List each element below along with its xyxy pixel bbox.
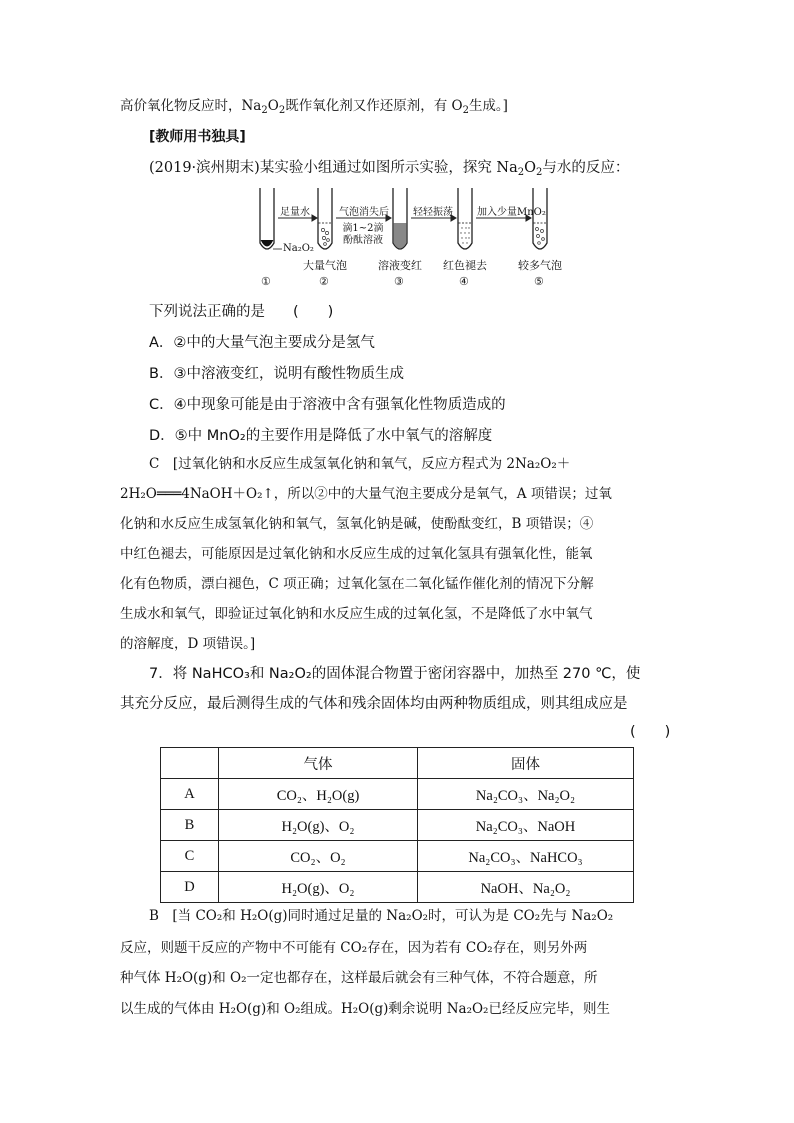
solid-cell: Na₂CO₃、NaHCO₃ (418, 841, 634, 872)
option-c: C．④中现象可能是由于溶液中含有强氧化性物质造成的 (149, 397, 506, 413)
solid-cell: Na₂CO₃、Na₂O₂ (418, 779, 634, 810)
q7-answer-line-1: B [当 CO₂和 H₂O(g)同时通过足量的 Na₂O₂时，可认为是 CO₂先与 Na₂O₂ (149, 908, 614, 924)
continued-explanation-line: 高价氧化物反应时，$Na_2O_2$既作氧化剂又作还原剂，有 $O_2$生成。] (120, 98, 508, 116)
question7-bracket: ( ) (630, 724, 671, 740)
gas-cell: CO₂、H₂O(g) (219, 779, 418, 810)
gas-cell: H₂O(g)、O₂ (219, 872, 418, 903)
row-label: C (161, 841, 219, 872)
q6-answer-line-7: 的溶解度，D 项错误。] (120, 636, 256, 652)
option-a: A．②中的大量气泡主要成分是氢气 (149, 335, 375, 351)
q7-answer-line-2: 反应，则题干反应的产物中不可能有 CO₂存在，因为若有 CO₂存在，则另外两 (120, 940, 588, 956)
arrow-label-shake: 轻轻振荡 (413, 207, 453, 218)
table-row (161, 872, 634, 903)
test-tubes-diagram (240, 183, 670, 293)
tube-number-4: ④ (459, 275, 469, 288)
row-label: A (161, 779, 219, 810)
solid-cell: Na₂CO₃、NaOH (418, 810, 634, 841)
question7-stem-line-1: 7．将 NaHCO₃和 Na₂O₂的固体混合物置于密闭容器中，加热至 270 ℃，使 (149, 666, 641, 682)
q7-answer-line-3: 种气体 H₂O(g)和 O₂一定也都存在，这样最后就会有三种气体，不符合题意，所 (120, 970, 598, 986)
teacher-tag: [教师用书独具] (149, 129, 246, 145)
q6-answer-line-2: 2H₂O═══4NaOH＋O₂↑，所以②中的大量气泡主要成分是氧气，A 项错误；过氧 (120, 486, 612, 502)
tube-caption-2: 大量气泡 (303, 259, 347, 272)
q6-answer-line-4: 中红色褪去，可能原因是过氧化钠和水反应生成的过氧化氢具有强氧化性，能氧 (120, 546, 593, 562)
table-header-row (161, 748, 634, 779)
test-tube-2 (318, 188, 332, 249)
q6-answer-line-6: 生成水和氧气，即验证过氧化钠和水反应生成的过氧化氢，不是降低了水中氧气 (120, 606, 593, 622)
tube-number-2: ② (319, 275, 329, 288)
solid-cell: NaOH、Na₂O₂ (418, 872, 634, 903)
test-tube-5 (533, 188, 547, 249)
arrow-label-mno2: 加入少量MnO₂ (477, 207, 546, 218)
tube-number-1: ① (261, 275, 271, 288)
option-d: D．⑤中 MnO₂的主要作用是降低了水中氧气的溶解度 (149, 428, 493, 444)
gas-cell: H₂O(g)、O₂ (219, 810, 418, 841)
table-header-solid: 固体 (418, 748, 634, 779)
option-b: B．③中溶液变红，说明有酸性物质生成 (149, 366, 404, 382)
test-tube-3 (393, 188, 407, 249)
tube-caption-5: 较多气泡 (518, 259, 562, 272)
q7-answer-line-4: 以生成的气体由 H₂O(g)和 O₂组成。H₂O(g)剩余说明 Na₂O₂已经反应完毕，则生 (120, 1001, 610, 1017)
arrow-label-water: 足量水 (280, 207, 310, 218)
row-label: D (161, 872, 219, 903)
question7-stem-line-2: 其充分反应，最后测得生成的气体和残余固体均由两种物质组成，则其组成应是 (120, 696, 628, 712)
test-tube-1 (260, 188, 274, 249)
test-tube-4 (458, 188, 472, 249)
tube-number-5: ⑤ (534, 275, 544, 288)
table-row (161, 841, 634, 872)
q6-answer-line-3: 化钠和水反应生成氢氧化钠和氧气，氢氧化钠是碱，使酚酞变红，B 项错误；④ (120, 516, 594, 532)
arrow-label-phenolphthalein: 滴1~2滴酚酞溶液 (342, 223, 384, 246)
arrow-label-bubbles-gone: 气泡消失后 (339, 207, 389, 218)
gas-cell: CO₂、O₂ (219, 841, 418, 872)
table-header-cell (161, 748, 219, 779)
question6-stem: (2019·滨州期末)某实验小组通过如图所示实验，探究 $Na_2O_2$与水的反应： (149, 160, 630, 178)
question6-prompt: 下列说法正确的是 ( ) (149, 304, 334, 320)
tube-caption-3: 溶液变红 (378, 259, 422, 272)
q6-answer-line-5: 化有色物质，漂白褪色，C 项正确；过氧化氢在二氧化锰作催化剂的情况下分解 (120, 576, 594, 592)
reagent-label: Na₂O₂ (283, 243, 314, 254)
table-row (161, 779, 634, 810)
row-label: B (161, 810, 219, 841)
tube-caption-4: 红色褪去 (443, 259, 487, 272)
answer-table (160, 747, 634, 903)
table-header-gas: 气体 (219, 748, 418, 779)
tube-number-3: ③ (394, 275, 404, 288)
experiment-figure (240, 183, 670, 293)
q6-answer-line-1: C [过氧化钠和水反应生成氢氧化钠和氧气，反应方程式为 2Na₂O₂＋ (149, 456, 571, 472)
table-row (161, 810, 634, 841)
